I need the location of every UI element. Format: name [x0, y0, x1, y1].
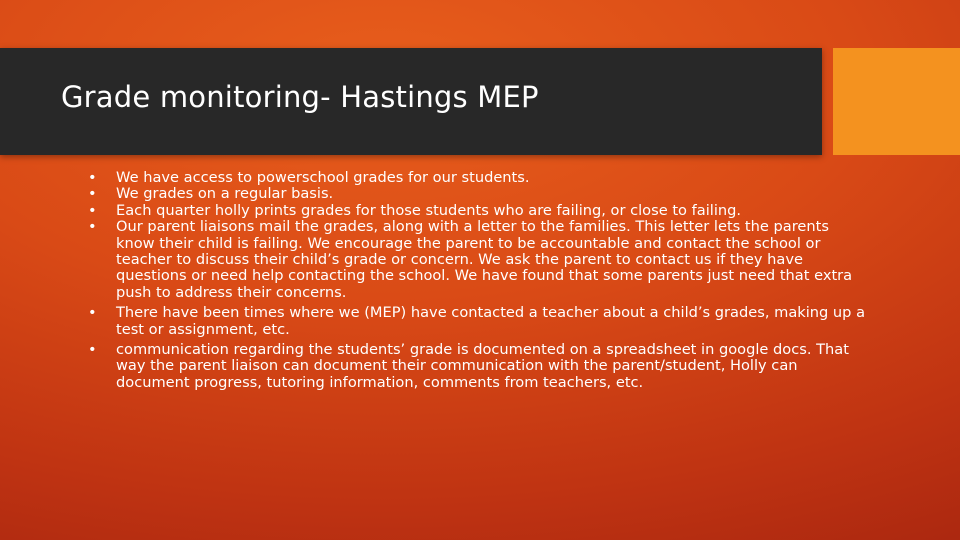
accent-block [833, 48, 960, 155]
bullet-item [88, 305, 868, 338]
bullet-marker: • [88, 201, 97, 219]
bullet-item [88, 219, 868, 301]
bullet-item [88, 203, 868, 219]
bullet-text: We grades on a regular basis. [116, 185, 334, 203]
bullet-marker: • [88, 304, 97, 322]
bullet-marker: • [88, 185, 97, 203]
bullet-text: communication regarding the students’ grade is documented on a spreadsheet in google docs. That way the parent liaison can document their communication with the parent/student, Holly can document progress, tutoring information, comments from teachers, etc. [116, 341, 849, 391]
bullet-marker: • [88, 169, 97, 186]
bullet-marker: • [88, 218, 97, 236]
bullet-text: Our parent liaisons mail the grades, along with a letter to the families. This letter lets the parents know their child is failing. We encourage the parent to be accountable and contact the school or teacher to discuss their child’s grade or concern. We ask the parent to contact us if they have questions or need help contacting the school. We have found that some parents just need that extra push to address their concerns. [116, 218, 853, 301]
bullet-text: There have been times where we (MEP) have contacted a teacher about a child’s grades, making up a test or assignment, etc. [116, 304, 866, 338]
bullet-item [88, 186, 868, 202]
bullet-text: We have access to powerschool grades for our students. [116, 169, 530, 186]
slide-title: Grade monitoring- Hastings MEP [61, 80, 539, 114]
bullet-marker: • [88, 341, 97, 359]
bullet-text: Each quarter holly prints grades for those students who are failing, or close to failing. [116, 201, 742, 219]
bullet-item [88, 342, 868, 391]
bullet-list [88, 170, 868, 391]
bullet-item [88, 170, 868, 186]
